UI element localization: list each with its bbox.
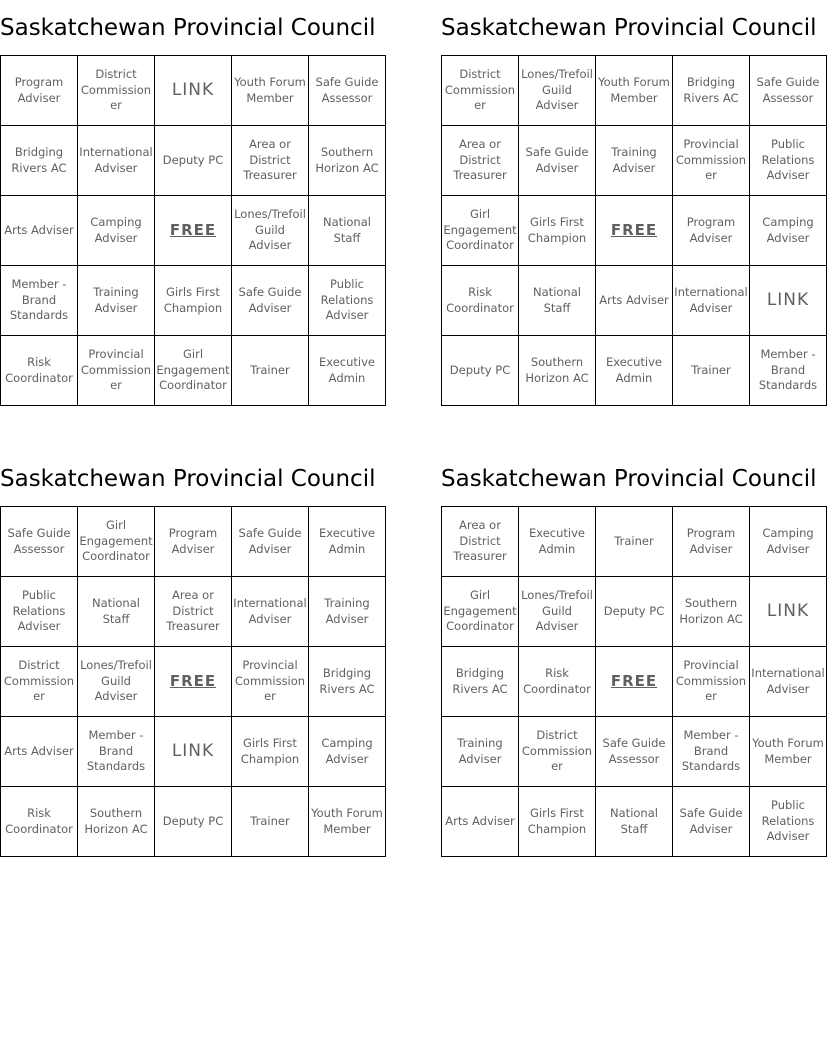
grid-cell: Girls First Champion	[232, 717, 309, 787]
card-title: Saskatchewan Provincial Council	[0, 15, 376, 41]
grid-cell: Area or District Treasurer	[442, 507, 519, 577]
grid-row	[442, 577, 827, 647]
grid-cell: Provincial Commissioner	[673, 647, 750, 717]
grid-cell: Safe Guide Assessor	[750, 56, 827, 126]
grid-cell: District Commissioner	[78, 56, 155, 126]
grid-cell: Southern Horizon AC	[309, 126, 386, 196]
grid-cell: Public Relations Adviser	[750, 126, 827, 196]
grid-cell: District Commissioner	[1, 647, 78, 717]
grid-cell: Member - Brand Standards	[1, 266, 78, 336]
grid-cell: Southern Horizon AC	[519, 336, 596, 406]
grid-cell: Deputy PC	[155, 787, 232, 857]
grid-cell: Arts Adviser	[1, 717, 78, 787]
grid-cell: Bridging Rivers AC	[673, 56, 750, 126]
bingo-grid	[0, 55, 386, 406]
grid-cell: Youth Forum Member	[750, 717, 827, 787]
grid-cell: Member - Brand Standards	[78, 717, 155, 787]
grid-cell: Girl Engagement Coordinator	[442, 196, 519, 266]
grid-cell: National Staff	[519, 266, 596, 336]
grid-cell: Risk Coordinator	[442, 266, 519, 336]
grid-cell: Camping Adviser	[309, 717, 386, 787]
grid-cell: International Adviser	[673, 266, 750, 336]
grid-cell: Lones/Trefoil Guild Adviser	[519, 56, 596, 126]
grid-row	[1, 577, 386, 647]
grid-cell: Program Adviser	[673, 507, 750, 577]
grid-cell: Safe Guide Adviser	[519, 126, 596, 196]
grid-cell: Trainer	[232, 787, 309, 857]
link-cell: LINK	[155, 56, 232, 126]
grid-cell: Youth Forum Member	[596, 56, 673, 126]
grid-cell: Area or District Treasurer	[155, 577, 232, 647]
grid-row	[1, 507, 386, 577]
grid-cell: Member - Brand Standards	[673, 717, 750, 787]
grid-cell: Training Adviser	[309, 577, 386, 647]
grid-row	[1, 787, 386, 857]
grid-cell: District Commissioner	[519, 717, 596, 787]
grid-cell: Bridging Rivers AC	[442, 647, 519, 717]
grid-cell: Girl Engagement Coordinator	[78, 507, 155, 577]
grid-cell: Girl Engagement Coordinator	[442, 577, 519, 647]
grid-cell: Deputy PC	[596, 577, 673, 647]
grid-row	[442, 266, 827, 336]
grid-cell: Camping Adviser	[750, 196, 827, 266]
grid-cell: Public Relations Adviser	[1, 577, 78, 647]
grid-cell: Risk Coordinator	[1, 336, 78, 406]
grid-row	[442, 196, 827, 266]
grid-cell: District Commissioner	[442, 56, 519, 126]
grid-cell: Safe Guide Assessor	[309, 56, 386, 126]
grid-cell: Youth Forum Member	[232, 56, 309, 126]
grid-cell: Safe Guide Adviser	[232, 507, 309, 577]
grid-row	[1, 56, 386, 126]
grid-row	[442, 647, 827, 717]
card-title: Saskatchewan Provincial Council	[441, 466, 817, 492]
grid-cell: International Adviser	[750, 647, 827, 717]
grid-cell: Girls First Champion	[155, 266, 232, 336]
grid-row	[442, 336, 827, 406]
grid-cell: Program Adviser	[155, 507, 232, 577]
free-cell: FREE	[596, 647, 673, 717]
grid-cell: Southern Horizon AC	[78, 787, 155, 857]
free-cell: FREE	[596, 196, 673, 266]
grid-row	[442, 507, 827, 577]
grid-row	[442, 126, 827, 196]
grid-cell: International Adviser	[232, 577, 309, 647]
grid-cell: Provincial Commissioner	[78, 336, 155, 406]
grid-cell: Deputy PC	[155, 126, 232, 196]
grid-cell: Bridging Rivers AC	[309, 647, 386, 717]
grid-row	[1, 196, 386, 266]
grid-cell: Girls First Champion	[519, 787, 596, 857]
grid-row	[442, 787, 827, 857]
grid-cell: International Adviser	[78, 126, 155, 196]
grid-cell: Bridging Rivers AC	[1, 126, 78, 196]
grid-cell: Trainer	[673, 336, 750, 406]
grid-cell: Risk Coordinator	[1, 787, 78, 857]
grid-cell: National Staff	[596, 787, 673, 857]
free-cell: FREE	[155, 647, 232, 717]
grid-cell: Public Relations Adviser	[309, 266, 386, 336]
grid-row	[442, 56, 827, 126]
grid-cell: Arts Adviser	[596, 266, 673, 336]
grid-row	[1, 336, 386, 406]
link-cell: LINK	[750, 266, 827, 336]
grid-cell: Risk Coordinator	[519, 647, 596, 717]
free-cell: FREE	[155, 196, 232, 266]
grid-cell: Executive Admin	[519, 507, 596, 577]
grid-cell: National Staff	[78, 577, 155, 647]
bingo-grid	[441, 506, 827, 857]
grid-cell: Lones/Trefoil Guild Adviser	[232, 196, 309, 266]
grid-row	[1, 266, 386, 336]
bingo-grid	[441, 55, 827, 406]
grid-cell: Provincial Commissioner	[232, 647, 309, 717]
grid-cell: Girl Engagement Coordinator	[155, 336, 232, 406]
grid-cell: Area or District Treasurer	[232, 126, 309, 196]
grid-cell: Deputy PC	[442, 336, 519, 406]
grid-cell: Program Adviser	[673, 196, 750, 266]
grid-cell: Arts Adviser	[442, 787, 519, 857]
link-cell: LINK	[750, 577, 827, 647]
grid-cell: Lones/Trefoil Guild Adviser	[519, 577, 596, 647]
link-cell: LINK	[155, 717, 232, 787]
grid-cell: Southern Horizon AC	[673, 577, 750, 647]
grid-row	[442, 717, 827, 787]
grid-cell: Safe Guide Assessor	[1, 507, 78, 577]
grid-cell: Provincial Commissioner	[673, 126, 750, 196]
grid-cell: Girls First Champion	[519, 196, 596, 266]
grid-cell: Area or District Treasurer	[442, 126, 519, 196]
grid-cell: Camping Adviser	[78, 196, 155, 266]
grid-cell: Executive Admin	[596, 336, 673, 406]
card-title: Saskatchewan Provincial Council	[441, 15, 817, 41]
grid-row	[1, 647, 386, 717]
grid-cell: Camping Adviser	[750, 507, 827, 577]
grid-cell: Member - Brand Standards	[750, 336, 827, 406]
grid-cell: Training Adviser	[442, 717, 519, 787]
card-title: Saskatchewan Provincial Council	[0, 466, 376, 492]
grid-cell: Public Relations Adviser	[750, 787, 827, 857]
grid-cell: Safe Guide Adviser	[232, 266, 309, 336]
grid-cell: Program Adviser	[1, 56, 78, 126]
grid-cell: Youth Forum Member	[309, 787, 386, 857]
grid-cell: Arts Adviser	[1, 196, 78, 266]
grid-cell: Safe Guide Assessor	[596, 717, 673, 787]
grid-cell: Training Adviser	[78, 266, 155, 336]
grid-cell: Trainer	[232, 336, 309, 406]
grid-cell: Executive Admin	[309, 507, 386, 577]
grid-cell: Lones/Trefoil Guild Adviser	[78, 647, 155, 717]
grid-row	[1, 126, 386, 196]
grid-cell: Trainer	[596, 507, 673, 577]
grid-cell: Safe Guide Adviser	[673, 787, 750, 857]
grid-cell: Training Adviser	[596, 126, 673, 196]
bingo-grid	[0, 506, 386, 857]
grid-cell: National Staff	[309, 196, 386, 266]
grid-row	[1, 717, 386, 787]
grid-cell: Executive Admin	[309, 336, 386, 406]
